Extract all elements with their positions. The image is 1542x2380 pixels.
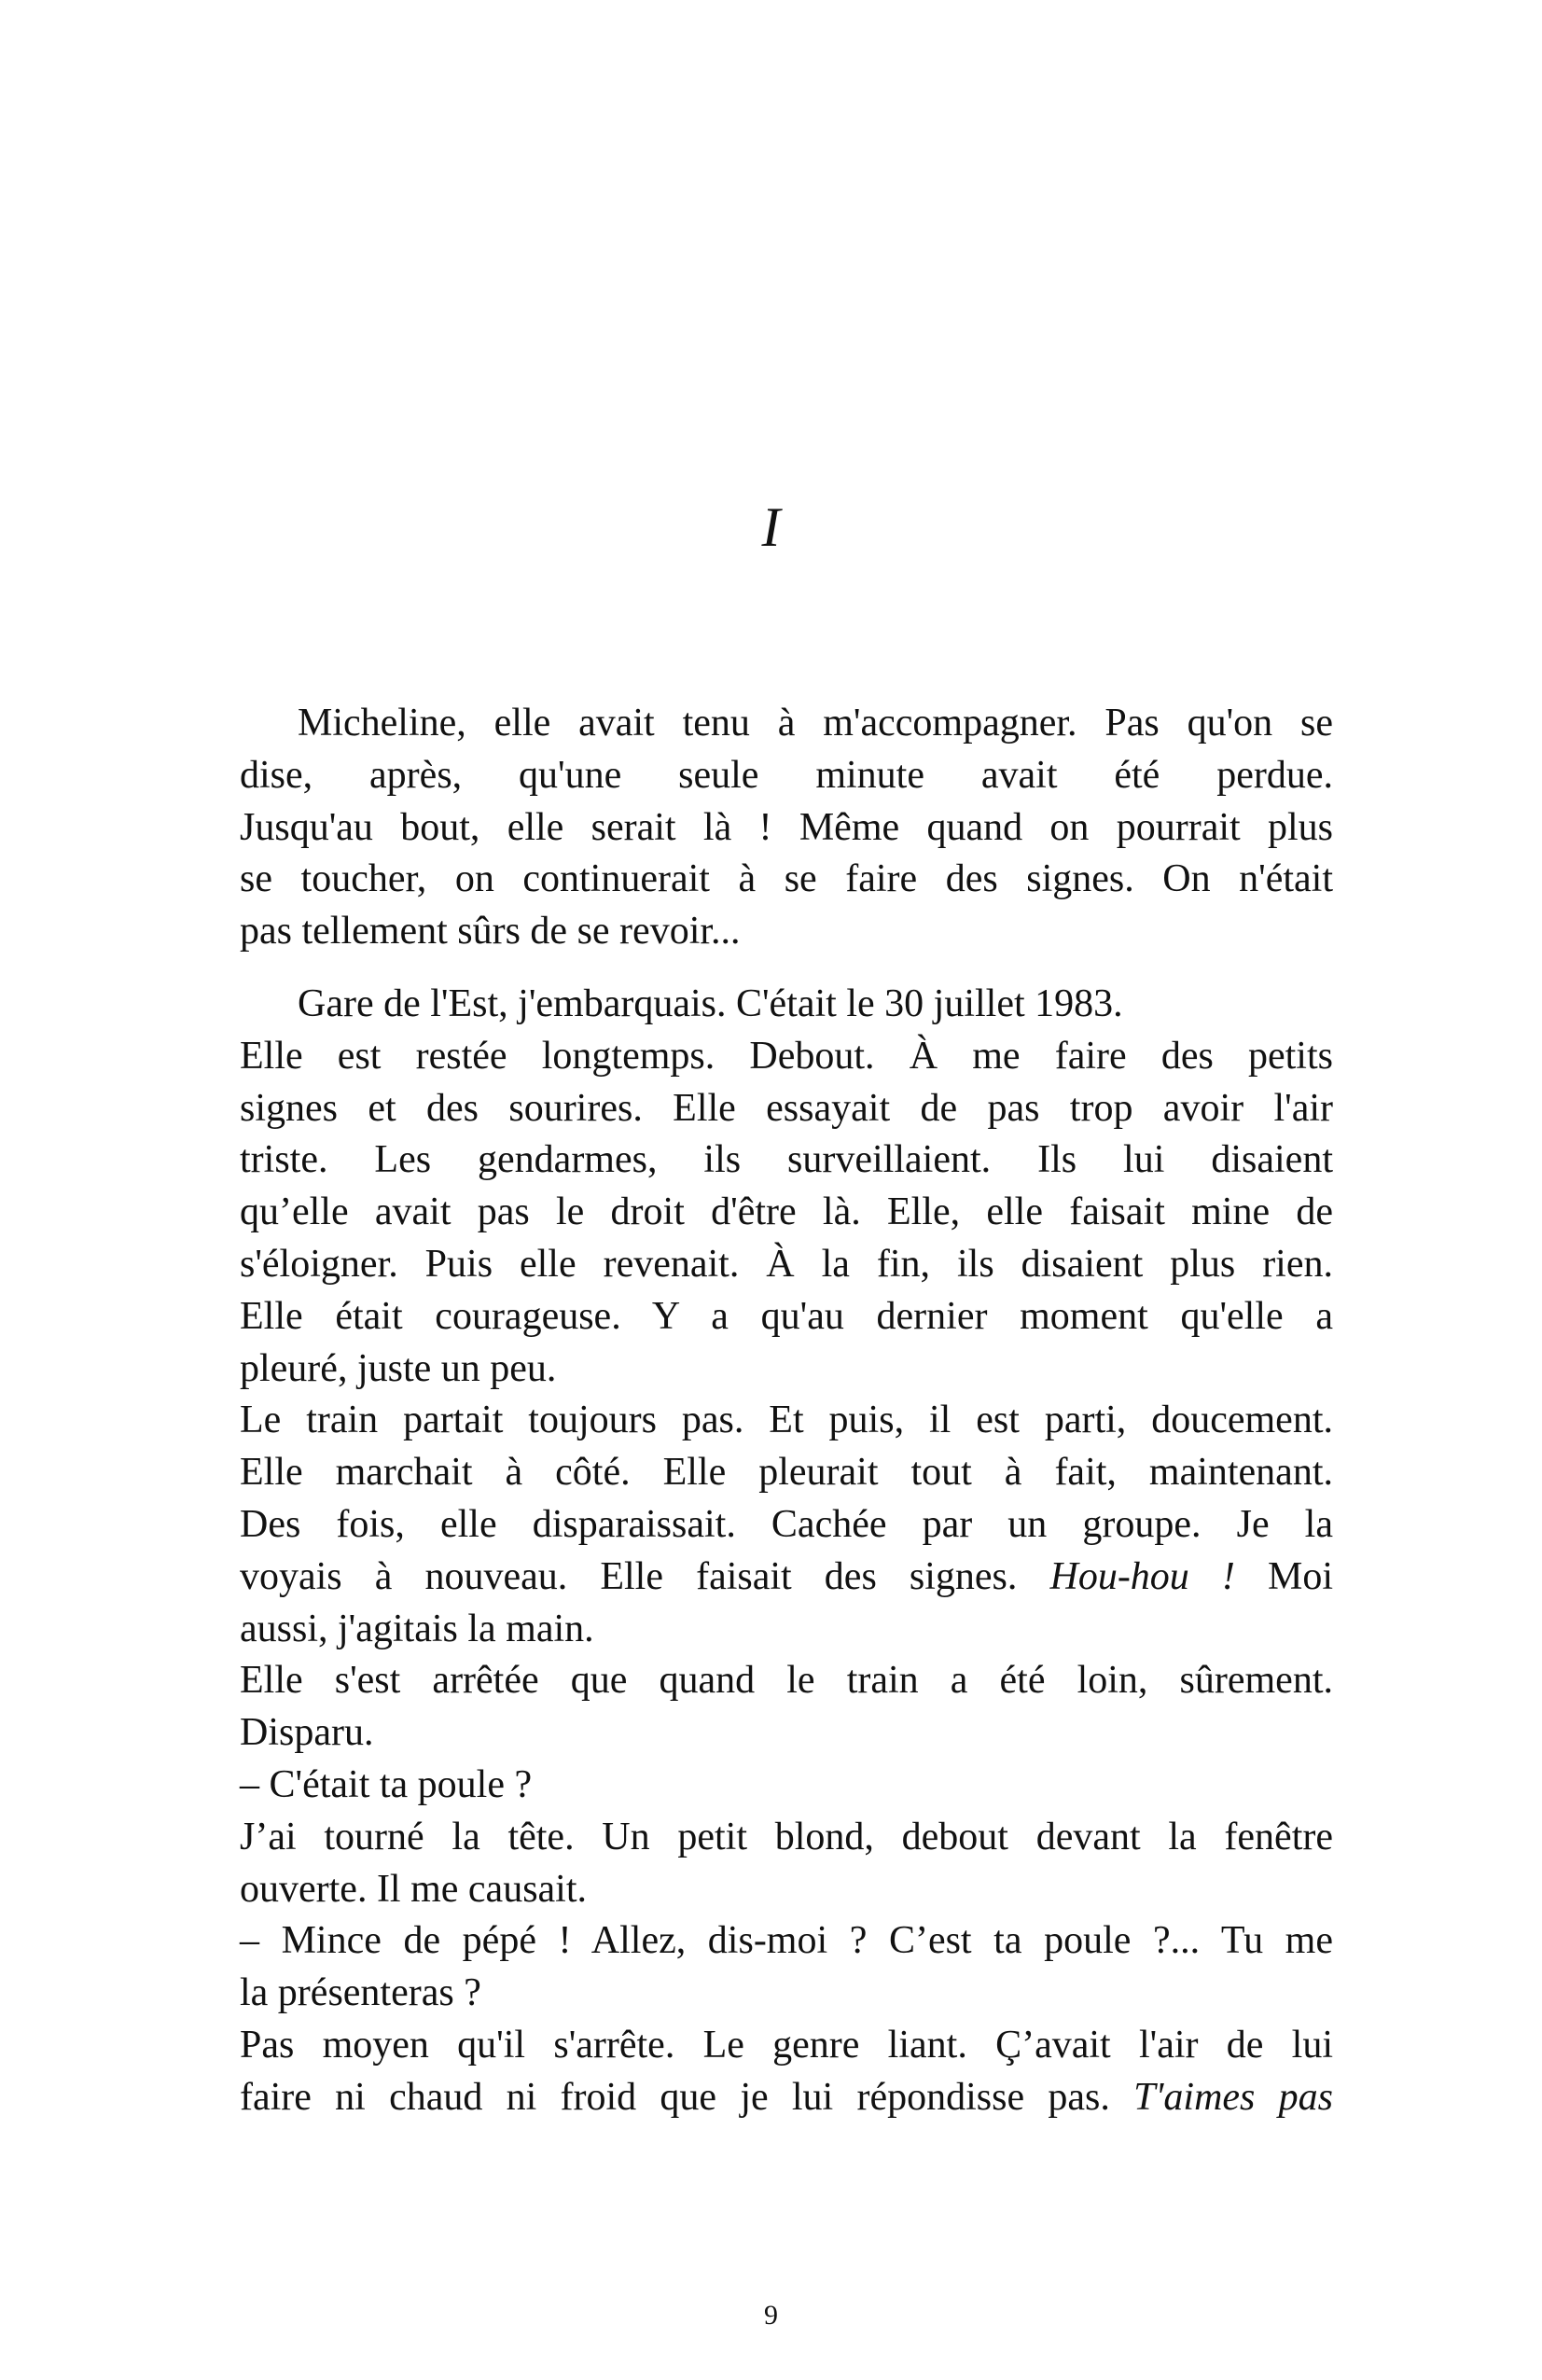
text-segment-italic: T'aimes pas (1133, 2075, 1333, 2119)
text-line (240, 802, 1333, 855)
text-line (240, 1083, 1333, 1135)
text-line (240, 1343, 1333, 1396)
text-segment: signes et des sourires. Elle essayait de pas trop avoir l'air (240, 1086, 1333, 1130)
text-segment: la présenteras ? (240, 1971, 481, 2015)
text-line (240, 1655, 1333, 1707)
text-segment: Des fois, elle disparaissait. Cachée par un groupe. Je la (240, 1502, 1333, 1546)
text-segment: Moi (1234, 1554, 1333, 1598)
text-segment: Disparu. (240, 1711, 374, 1755)
text-line (240, 1968, 1333, 2020)
text-segment: – C'était ta poule ? (240, 1762, 533, 1806)
text-line (240, 1499, 1333, 1552)
text-segment-italic: Hou-hou ! (1049, 1554, 1235, 1598)
text-line (240, 1291, 1333, 1343)
text-line (240, 1915, 1333, 1968)
text-segment: qu’elle avait pas le droit d'être là. Elle, elle faisait mine de (240, 1190, 1333, 1234)
text-line (240, 1134, 1333, 1187)
paragraph-1 (240, 698, 1333, 958)
text-line (240, 2020, 1333, 2072)
chapter-number: I (761, 496, 781, 558)
text-segment: se toucher, on continuerait à se faire des signes. On n'était (240, 857, 1333, 901)
page-number: 9 (764, 2300, 778, 2331)
text-line (240, 750, 1333, 802)
text-line (240, 2072, 1333, 2124)
text-segment: Elle s'est arrêtée que quand le train a été loin, sûrement. (240, 1659, 1333, 1703)
text-line (240, 1395, 1333, 1447)
text-segment: dise, après, qu'une seule minute avait été perdue. (240, 753, 1333, 797)
text-segment: Gare de l'Est, j'embarquais. C'était le 30 juillet 1983. (298, 981, 1123, 1025)
text-line (240, 1031, 1333, 1083)
text-segment: triste. Les gendarmes, ils surveillaient. Ils lui disaient (240, 1138, 1333, 1182)
text-segment: aussi, j'agitais la main. (240, 1607, 594, 1650)
text-line (240, 854, 1333, 906)
paragraph-2 (240, 979, 1333, 2124)
text-segment: Elle est restée longtemps. Debout. À me faire des petits (240, 1034, 1333, 1078)
text-segment: pas tellement sûrs de se revoir... (240, 910, 741, 953)
text-segment: Micheline, elle avait tenu à m'accompagner. Pas qu'on se (298, 702, 1333, 745)
text-segment: Elle était courageuse. Y a qu'au dernier moment qu'elle a (240, 1294, 1333, 1338)
text-line (240, 1447, 1333, 1499)
text-line (240, 1864, 1333, 1916)
text-segment: J’ai tourné la tête. Un petit blond, debout devant la fenêtre (240, 1815, 1333, 1858)
text-line (240, 906, 1333, 958)
text-line (240, 1760, 1333, 1812)
text-segment: Jusqu'au bout, elle serait là ! Même quand on pourrait plus (240, 805, 1333, 849)
text-segment: pleuré, juste un peu. (240, 1346, 557, 1390)
text-segment: Le train partait toujours pas. Et puis, il est parti, doucement. (240, 1399, 1333, 1442)
text-line (240, 1707, 1333, 1760)
text-segment: Pas moyen qu'il s'arrête. Le genre liant. Ç’avait l'air de lui (240, 2023, 1333, 2067)
text-line (240, 1552, 1333, 1604)
text-segment: – Mince de pépé ! Allez, dis-moi ? C’est ta poule ?... Tu me (240, 1919, 1333, 1963)
text-segment: s'éloigner. Puis elle revenait. À la fin, ils disaient plus rien. (240, 1242, 1333, 1286)
text-line (240, 1187, 1333, 1239)
text-line (240, 979, 1333, 1031)
text-segment: voyais à nouveau. Elle faisait des signes. (240, 1554, 1050, 1598)
text-line (240, 1604, 1333, 1656)
text-line (240, 1239, 1333, 1291)
text-segment: ouverte. Il me causait. (240, 1867, 588, 1911)
text-line (240, 698, 1333, 750)
text-line (240, 1812, 1333, 1864)
text-segment: Elle marchait à côté. Elle pleurait tout à fait, maintenant. (240, 1451, 1333, 1495)
chapter-body (240, 698, 1333, 2124)
text-segment: faire ni chaud ni froid que je lui répondisse pas. (240, 2075, 1134, 2119)
